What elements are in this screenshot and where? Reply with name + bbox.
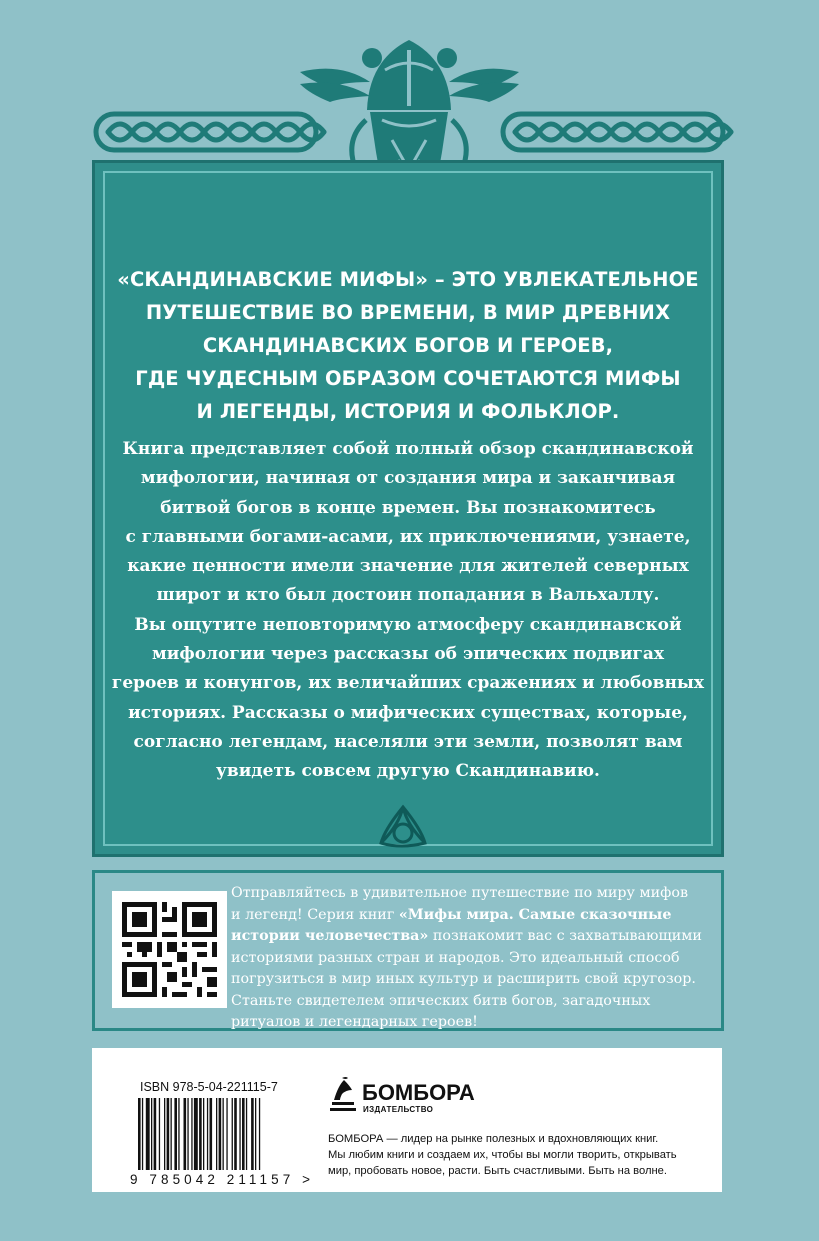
publisher-sub: ИЗДАТЕЛЬСТВО: [363, 1105, 434, 1114]
isbn-label: ISBN 978-5-04-221115-7: [140, 1080, 278, 1094]
barcode-icon: [128, 1098, 312, 1186]
celtic-triquetra-knot-icon: [371, 803, 435, 851]
slogan-line: БОМБОРА — лидер на рынке полезных и вдохновляющих книг.: [328, 1133, 659, 1145]
promo-line: Отправляйтесь в удивительное путешествие по миру мифов: [231, 885, 689, 901]
barcode-digits: 9 785042 211157 >: [130, 1172, 310, 1186]
promo-line: ритуалов и легендарных героев!: [231, 1014, 478, 1030]
description-line: с главными богами-асами, их приключениями, узнаете,: [125, 526, 691, 547]
series-promo-panel: [92, 870, 724, 1031]
description-line: согласно легендам, населяли эти земли, позволят вам: [133, 731, 683, 752]
slogan-line: мир, пробовать новое, расти. Быть счастливыми. Быть на волне.: [328, 1165, 668, 1177]
description-line: какие ценности имели значение для жителей северных: [127, 556, 689, 577]
description-line: мифологии через рассказы об эпических подвигах: [151, 644, 664, 665]
description-panel: [92, 160, 724, 857]
description-line: битвой богов в конце времен. Вы познакомитесь: [160, 497, 656, 518]
series-title: «Мифы мира. Самые сказочные: [398, 906, 672, 923]
promo-text-span: и легенд! Серия книг: [231, 906, 399, 923]
promo-line: [231, 926, 721, 948]
qr-code-icon[interactable]: [112, 891, 227, 1008]
headline-line: ГДЕ ЧУДЕСНЫМ ОБРАЗОМ СОЧЕТАЮТСЯ МИФЫ: [135, 367, 681, 390]
description-line: героев и конунгов, их величайших сражениях и любовных: [111, 673, 705, 694]
book-description: [95, 435, 721, 787]
headline-line: ПУТЕШЕСТВИЕ ВО ВРЕМЕНИ, В МИР ДРЕВНИХ: [145, 301, 671, 324]
headline-line: «СКАНДИНАВСКИЕ МИФЫ» – ЭТО УВЛЕКАТЕЛЬНОЕ: [117, 268, 699, 291]
promo-line: [231, 905, 721, 927]
publisher-name: БОМБОРА: [362, 1080, 475, 1105]
description-line: историях. Рассказы о мифических существах, которые,: [128, 702, 688, 723]
headline: [95, 263, 721, 428]
description-line: мифологии, начиная от создания мира и заканчивая: [140, 468, 676, 489]
promo-line: Станьте свидетелем эпических битв богов, загадочных: [231, 992, 651, 1009]
description-line: широт и кто был достоин попадания в Вальхаллу.: [156, 585, 660, 606]
series-title: истории человечества»: [231, 928, 429, 944]
description-line: Книга представляет собой полный обзор скандинавской: [122, 439, 694, 459]
slogan-line: Мы любим книги и создаем их, чтобы вы могли творить, открывать: [328, 1149, 677, 1161]
series-promo-text: [231, 883, 721, 1034]
headline-line: И ЛЕГЕНДЫ, ИСТОРИЯ И ФОЛЬКЛОР.: [196, 400, 620, 423]
promo-line: историями разных стран и народов. Это идеальный способ: [231, 949, 680, 966]
publisher-panel: [92, 1048, 722, 1192]
description-line: Вы ощутите неповторимую атмосферу скандинавской: [134, 614, 682, 635]
headline-line: СКАНДИНАВСКИХ БОГОВ И ГЕРОЕВ,: [202, 334, 614, 357]
promo-line: погрузиться в мир иных культур и расширить свой кругозор.: [231, 971, 696, 987]
bombora-logo: [328, 1074, 488, 1118]
promo-text-span: познакомит вас с захватывающими: [428, 928, 702, 944]
description-line: увидеть совсем другую Скандинавию.: [216, 761, 600, 782]
publisher-slogan: [328, 1131, 718, 1179]
